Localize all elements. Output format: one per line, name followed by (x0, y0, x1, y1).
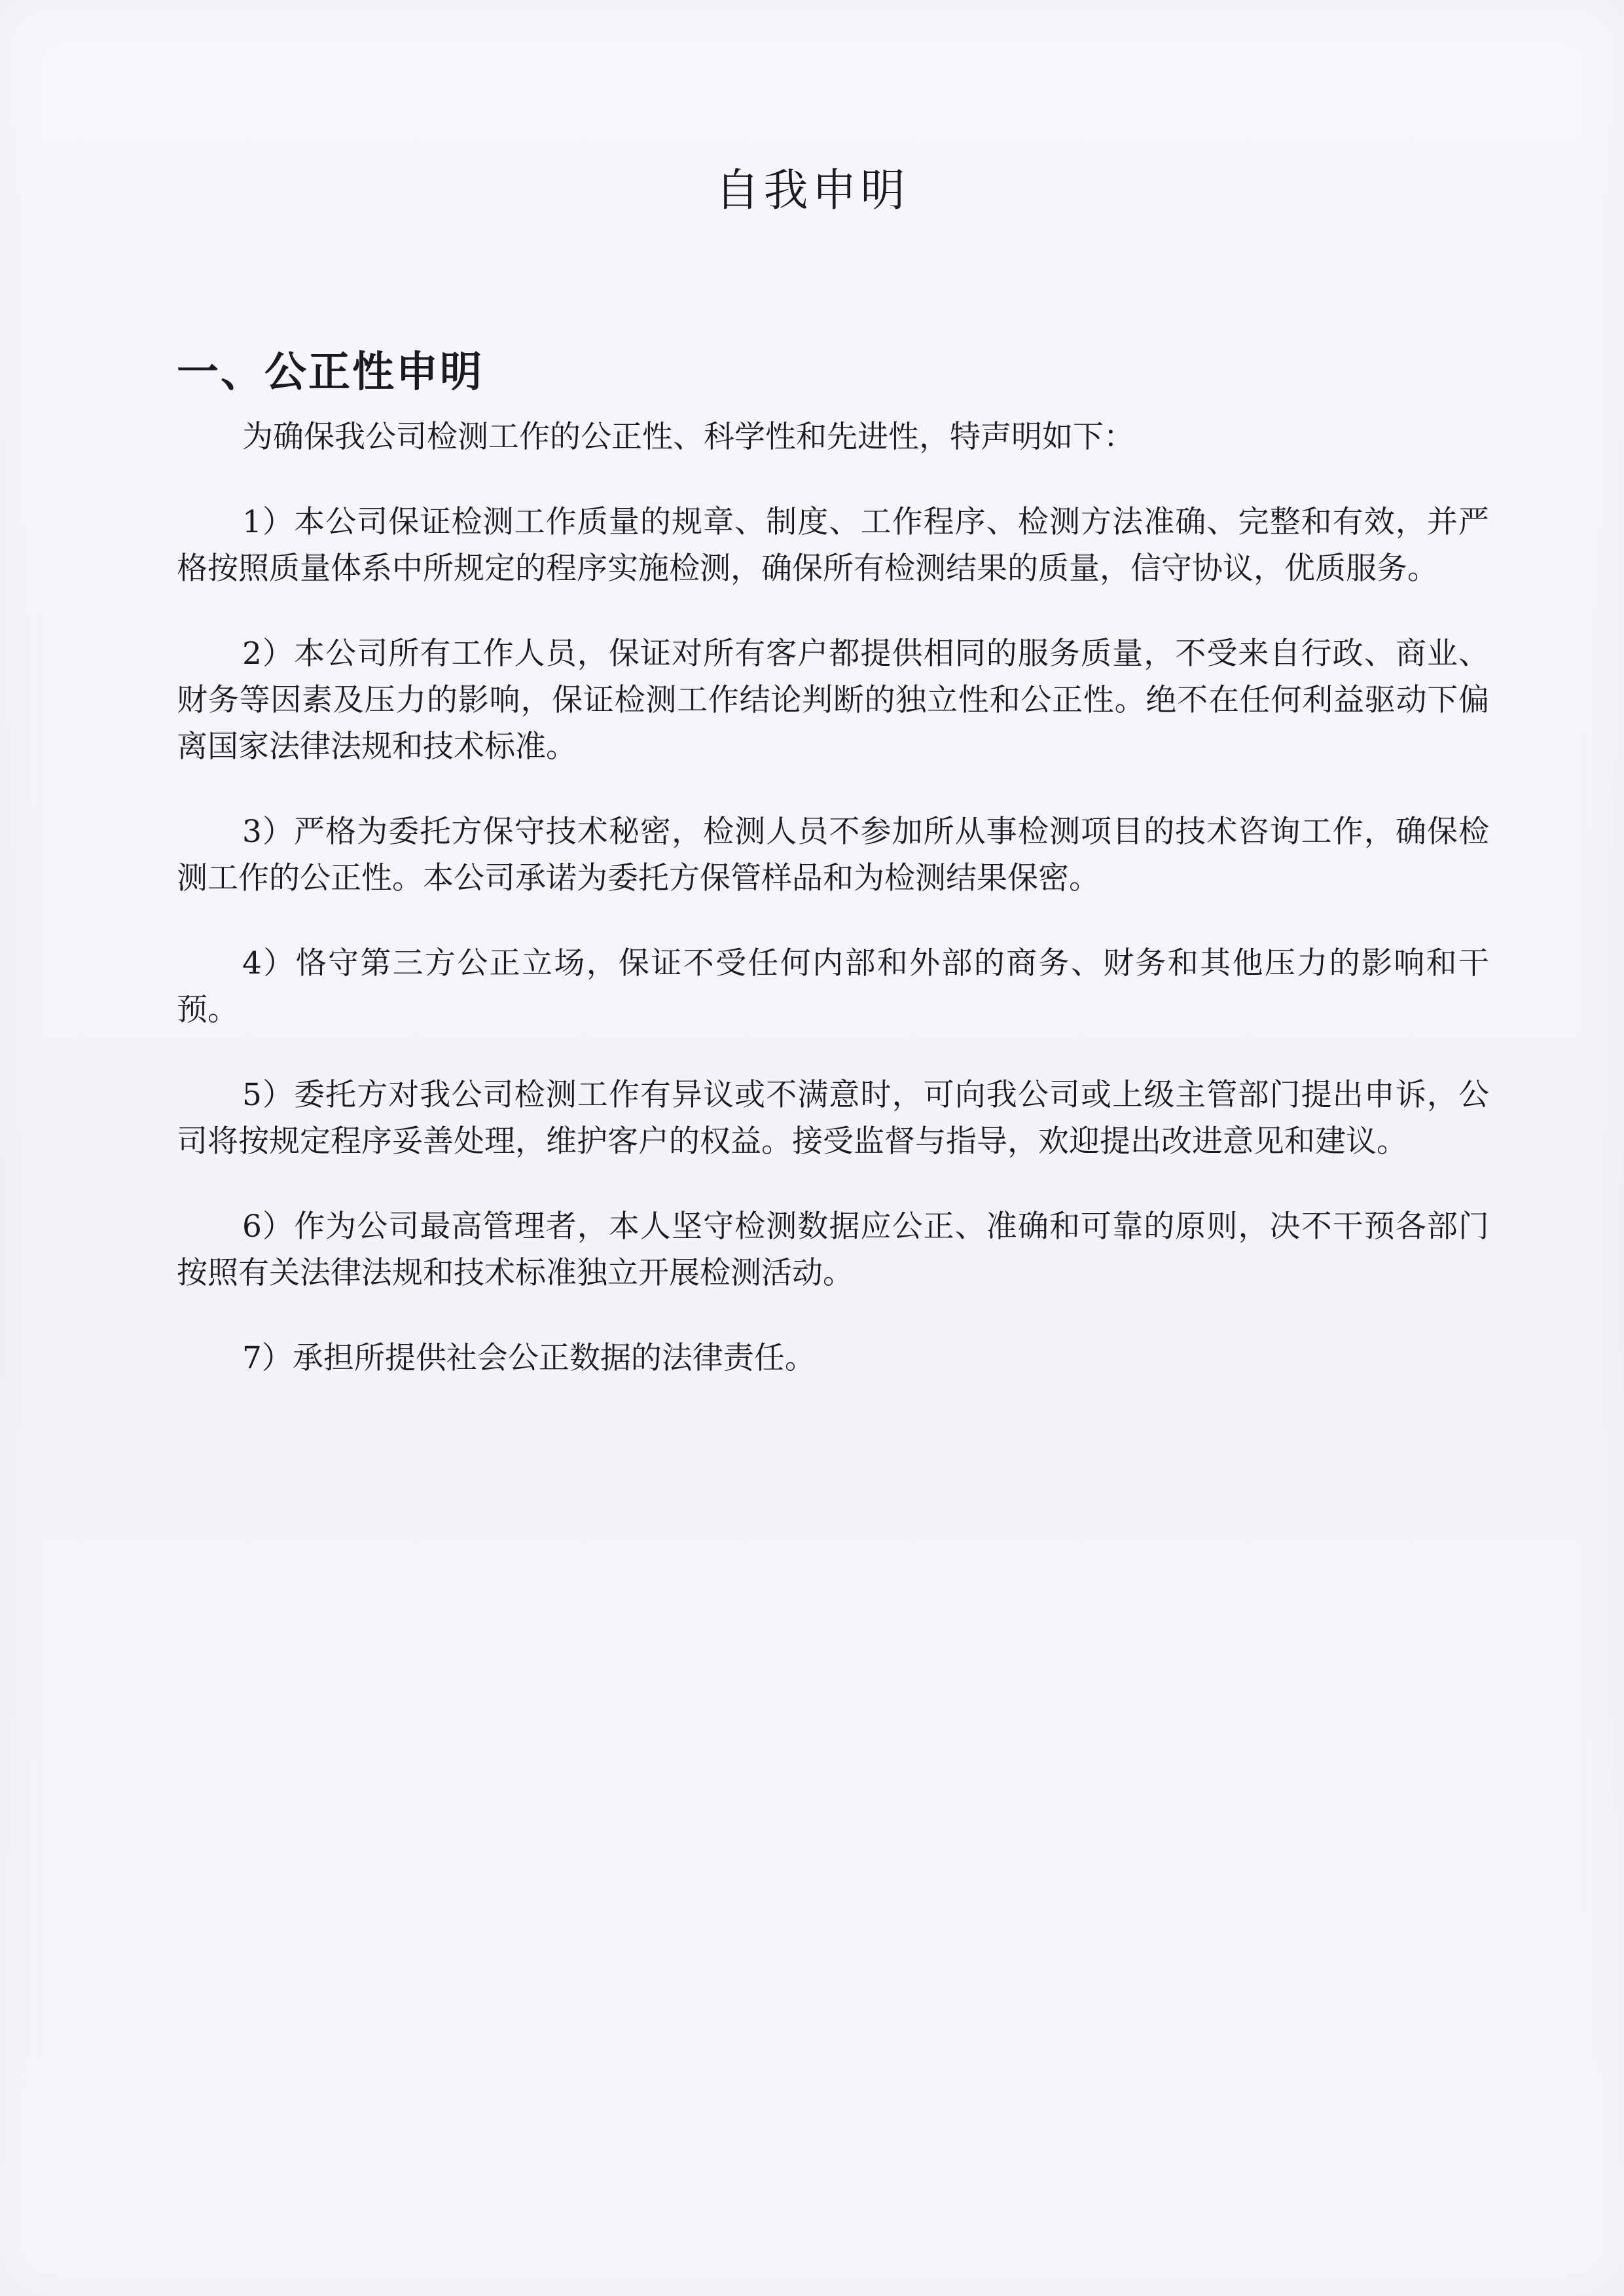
item-text: 委托方对我公司检测工作有异议或不满意时，可向我公司或上级主管部门提出申诉，公司将按规定程序妥善处理，维护客户的权益。接受监督与指导，欢迎提出改进意见和建议。 (177, 1077, 1489, 1159)
intro-paragraph: 为确保我公司检测工作的公正性、科学性和先进性，特声明如下： (242, 419, 1134, 455)
statement-item-2 (177, 630, 1489, 770)
item-text: 恪守第三方公正立场，保证不受任何内部和外部的商务、财务和其他压力的影响和干预。 (177, 945, 1489, 1028)
statement-item-7 (177, 1335, 1489, 1381)
document-title: 自我申明 (715, 164, 909, 217)
item-number: 4） (242, 945, 296, 981)
statement-body (177, 414, 1489, 1420)
item-number: 1） (242, 504, 295, 540)
item-text: 本公司所有工作人员，保证对所有客户都提供相同的服务质量，不受来自行政、商业、财务等因素及压力的影响，保证检测工作结论判断的独立性和公正性。绝不在任何利益驱动下偏离国家法律法规和技术标准。 (177, 636, 1489, 765)
item-number: 5） (242, 1077, 295, 1113)
section-heading: 一、公正性申明 (177, 348, 484, 397)
item-text: 严格为委托方保守技术秘密，检测人员不参加所从事检测项目的技术咨询工作，确保检测工作的公正性。本公司承诺为委托方保管样品和为检测结果保密。 (177, 814, 1489, 896)
item-text: 承担所提供社会公正数据的法律责任。 (292, 1340, 816, 1376)
statement-item-1 (177, 499, 1489, 592)
item-number: 3） (242, 814, 295, 850)
item-text: 作为公司最高管理者，本人坚守检测数据应公正、准确和可靠的原则，决不干预各部门按照有关法律法规和技术标准独立开展检测活动。 (177, 1209, 1489, 1291)
item-number: 6） (242, 1209, 295, 1245)
statement-item-4 (177, 940, 1489, 1033)
statement-item-5 (177, 1072, 1489, 1165)
statement-item-6 (177, 1203, 1489, 1296)
item-number: 7） (242, 1340, 293, 1376)
item-text: 本公司保证检测工作质量的规章、制度、工作程序、检测方法准确、完整和有效，并严格按照质量体系中所规定的程序实施检测，确保所有检测结果的质量，信守协议，优质服务。 (177, 504, 1489, 587)
statement-item-3 (177, 809, 1489, 902)
item-number: 2） (242, 636, 295, 672)
